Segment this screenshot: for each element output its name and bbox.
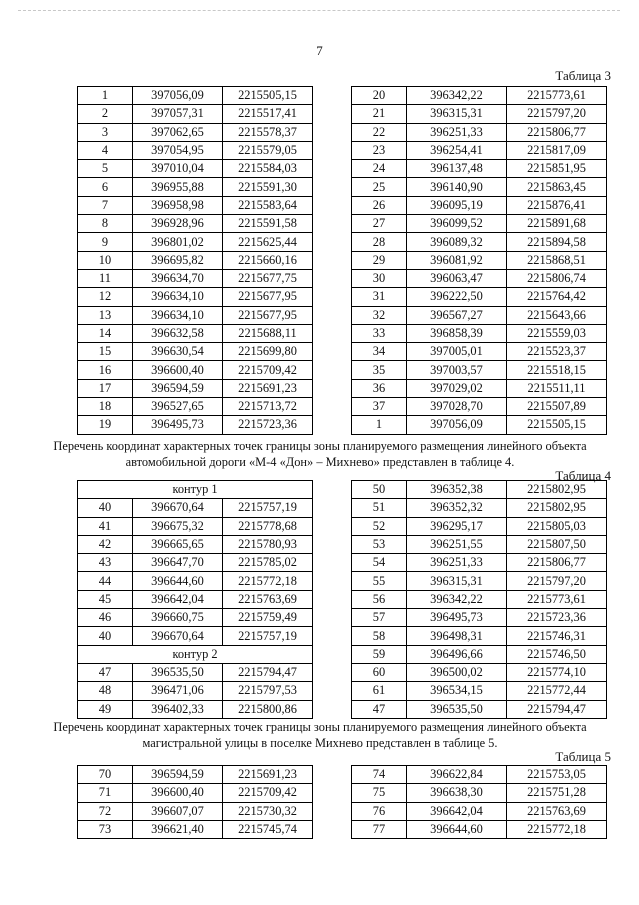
table-row xyxy=(352,663,607,681)
point-number-cell: 9 xyxy=(78,233,133,251)
y-coordinate-cell: 2215778,68 xyxy=(223,517,313,535)
x-coordinate-cell: 396495,73 xyxy=(407,609,507,627)
y-coordinate-cell: 2215688,11 xyxy=(223,324,313,342)
x-coordinate-cell: 396634,10 xyxy=(133,288,223,306)
x-coordinate-cell: 396634,70 xyxy=(133,269,223,287)
table-row xyxy=(352,160,607,178)
table-row xyxy=(352,535,607,553)
y-coordinate-cell: 2215759,49 xyxy=(223,609,313,627)
table-row xyxy=(352,499,607,517)
point-number-cell: 24 xyxy=(352,160,407,178)
y-coordinate-cell: 2215797,53 xyxy=(223,682,313,700)
table-row xyxy=(78,141,313,159)
point-number-cell: 1 xyxy=(352,416,407,434)
table-row xyxy=(352,324,607,342)
point-number-cell: 54 xyxy=(352,554,407,572)
table-row xyxy=(78,645,313,663)
table-row xyxy=(352,609,607,627)
point-number-cell: 40 xyxy=(78,499,133,517)
x-coordinate-cell: 396471,06 xyxy=(133,682,223,700)
table-row xyxy=(352,820,607,838)
table-row xyxy=(78,572,313,590)
table-row xyxy=(78,590,313,608)
table-row xyxy=(78,160,313,178)
y-coordinate-cell: 2215713,72 xyxy=(223,398,313,416)
table-row xyxy=(352,141,607,159)
x-coordinate-cell: 396099,52 xyxy=(407,215,507,233)
table-row xyxy=(352,766,607,784)
x-coordinate-cell: 396081,92 xyxy=(407,251,507,269)
table-row xyxy=(78,87,313,105)
point-number-cell: 42 xyxy=(78,535,133,553)
y-coordinate-cell: 2215591,58 xyxy=(223,215,313,233)
table-row xyxy=(352,178,607,196)
table-row xyxy=(352,398,607,416)
y-coordinate-cell: 2215699,80 xyxy=(223,343,313,361)
y-coordinate-cell: 2215578,37 xyxy=(223,123,313,141)
y-coordinate-cell: 2215894,58 xyxy=(507,233,607,251)
x-coordinate-cell: 396958,98 xyxy=(133,196,223,214)
y-coordinate-cell: 2215806,77 xyxy=(507,123,607,141)
paragraph-table-4-intro: Перечень координат характерных точек границы зоны планируемого размещения линейного объекта автомобильной дороги «М-4 «Дон» – Михнево» представлен в таблице 4. xyxy=(53,439,587,469)
table-row xyxy=(78,820,313,838)
point-number-cell: 6 xyxy=(78,178,133,196)
table-row xyxy=(352,196,607,214)
point-number-cell: 70 xyxy=(78,766,133,784)
y-coordinate-cell: 2215643,66 xyxy=(507,306,607,324)
point-number-cell: 26 xyxy=(352,196,407,214)
y-coordinate-cell: 2215677,95 xyxy=(223,306,313,324)
y-coordinate-cell: 2215757,19 xyxy=(223,499,313,517)
point-number-cell: 71 xyxy=(78,784,133,802)
point-number-cell: 51 xyxy=(352,499,407,517)
table-row xyxy=(352,517,607,535)
y-coordinate-cell: 2215730,32 xyxy=(223,802,313,820)
y-coordinate-cell: 2215805,03 xyxy=(507,517,607,535)
y-coordinate-cell: 2215723,36 xyxy=(507,609,607,627)
x-coordinate-cell: 396254,41 xyxy=(407,141,507,159)
table-row xyxy=(352,215,607,233)
point-number-cell: 36 xyxy=(352,379,407,397)
x-coordinate-cell: 396315,31 xyxy=(407,105,507,123)
point-number-cell: 48 xyxy=(78,682,133,700)
table-row xyxy=(352,343,607,361)
y-coordinate-cell: 2215677,95 xyxy=(223,288,313,306)
contour-label: контур 2 xyxy=(78,645,313,663)
x-coordinate-cell: 396295,17 xyxy=(407,517,507,535)
y-coordinate-cell: 2215806,77 xyxy=(507,554,607,572)
point-number-cell: 5 xyxy=(78,160,133,178)
y-coordinate-cell: 2215800,86 xyxy=(223,700,313,718)
y-coordinate-cell: 2215691,23 xyxy=(223,766,313,784)
point-number-cell: 27 xyxy=(352,215,407,233)
y-coordinate-cell: 2215876,41 xyxy=(507,196,607,214)
point-number-cell: 52 xyxy=(352,517,407,535)
table-3-caption: Таблица 3 xyxy=(555,68,611,83)
x-coordinate-cell: 396342,22 xyxy=(407,590,507,608)
table-row xyxy=(352,627,607,645)
point-number-cell: 55 xyxy=(352,572,407,590)
y-coordinate-cell: 2215584,03 xyxy=(223,160,313,178)
x-coordinate-cell: 396675,32 xyxy=(133,517,223,535)
x-coordinate-cell: 396500,02 xyxy=(407,663,507,681)
table-row xyxy=(352,554,607,572)
point-number-cell: 47 xyxy=(352,700,407,718)
point-number-cell: 32 xyxy=(352,306,407,324)
y-coordinate-cell: 2215797,20 xyxy=(507,572,607,590)
x-coordinate-cell: 396594,59 xyxy=(133,766,223,784)
point-number-cell: 8 xyxy=(78,215,133,233)
table-row xyxy=(78,288,313,306)
table-row xyxy=(352,288,607,306)
y-coordinate-cell: 2215817,09 xyxy=(507,141,607,159)
point-number-cell: 50 xyxy=(352,481,407,499)
y-coordinate-cell: 2215797,20 xyxy=(507,105,607,123)
table-row xyxy=(352,361,607,379)
x-coordinate-cell: 396498,31 xyxy=(407,627,507,645)
y-coordinate-cell: 2215746,50 xyxy=(507,645,607,663)
x-coordinate-cell: 396535,50 xyxy=(407,700,507,718)
table-4-caption: Таблица 4 xyxy=(555,468,611,483)
x-coordinate-cell: 396352,32 xyxy=(407,499,507,517)
y-coordinate-cell: 2215772,18 xyxy=(223,572,313,590)
contour-label: контур 1 xyxy=(78,481,313,499)
point-number-cell: 46 xyxy=(78,609,133,627)
table-row xyxy=(78,802,313,820)
x-coordinate-cell: 396140,90 xyxy=(407,178,507,196)
y-coordinate-cell: 2215723,36 xyxy=(223,416,313,434)
y-coordinate-cell: 2215773,61 xyxy=(507,590,607,608)
y-coordinate-cell: 2215507,89 xyxy=(507,398,607,416)
table-row xyxy=(352,251,607,269)
point-number-cell: 59 xyxy=(352,645,407,663)
point-number-cell: 75 xyxy=(352,784,407,802)
y-coordinate-cell: 2215802,95 xyxy=(507,481,607,499)
point-number-cell: 11 xyxy=(78,269,133,287)
point-number-cell: 21 xyxy=(352,105,407,123)
table-row xyxy=(78,269,313,287)
x-coordinate-cell: 397028,70 xyxy=(407,398,507,416)
x-coordinate-cell: 396352,38 xyxy=(407,481,507,499)
y-coordinate-cell: 2215660,16 xyxy=(223,251,313,269)
point-number-cell: 76 xyxy=(352,802,407,820)
y-coordinate-cell: 2215625,44 xyxy=(223,233,313,251)
point-number-cell: 14 xyxy=(78,324,133,342)
table-5-right xyxy=(351,765,607,839)
x-coordinate-cell: 397056,09 xyxy=(133,87,223,105)
table-3-left xyxy=(77,86,313,435)
y-coordinate-cell: 2215851,95 xyxy=(507,160,607,178)
table-row xyxy=(78,481,313,499)
y-coordinate-cell: 2215772,44 xyxy=(507,682,607,700)
x-coordinate-cell: 396607,07 xyxy=(133,802,223,820)
x-coordinate-cell: 396251,33 xyxy=(407,554,507,572)
paragraph-table-5-intro: Перечень координат характерных точек границы зоны планируемого размещения линейного объекта магистральной улицы в поселке Михнево представлен в таблице 5. xyxy=(53,720,587,750)
y-coordinate-cell: 2215518,15 xyxy=(507,361,607,379)
x-coordinate-cell: 396063,47 xyxy=(407,269,507,287)
x-coordinate-cell: 397054,95 xyxy=(133,141,223,159)
table-row xyxy=(78,215,313,233)
x-coordinate-cell: 396670,64 xyxy=(133,499,223,517)
x-coordinate-cell: 396630,54 xyxy=(133,343,223,361)
table-row xyxy=(352,784,607,802)
y-coordinate-cell: 2215523,37 xyxy=(507,343,607,361)
point-number-cell: 44 xyxy=(78,572,133,590)
y-coordinate-cell: 2215794,47 xyxy=(507,700,607,718)
x-coordinate-cell: 397062,65 xyxy=(133,123,223,141)
x-coordinate-cell: 396660,75 xyxy=(133,609,223,627)
table-3-right xyxy=(351,86,607,435)
table-row xyxy=(78,609,313,627)
table-row xyxy=(78,233,313,251)
point-number-cell: 72 xyxy=(78,802,133,820)
point-number-cell: 61 xyxy=(352,682,407,700)
y-coordinate-cell: 2215517,41 xyxy=(223,105,313,123)
table-row xyxy=(352,802,607,820)
x-coordinate-cell: 396670,64 xyxy=(133,627,223,645)
y-coordinate-cell: 2215891,68 xyxy=(507,215,607,233)
x-coordinate-cell: 396647,70 xyxy=(133,554,223,572)
x-coordinate-cell: 397010,04 xyxy=(133,160,223,178)
table-row xyxy=(78,251,313,269)
table-row xyxy=(78,766,313,784)
y-coordinate-cell: 2215559,03 xyxy=(507,324,607,342)
point-number-cell: 77 xyxy=(352,820,407,838)
y-coordinate-cell: 2215785,02 xyxy=(223,554,313,572)
x-coordinate-cell: 396495,73 xyxy=(133,416,223,434)
x-coordinate-cell: 396251,33 xyxy=(407,123,507,141)
x-coordinate-cell: 396955,88 xyxy=(133,178,223,196)
y-coordinate-cell: 2215505,15 xyxy=(223,87,313,105)
x-coordinate-cell: 396567,27 xyxy=(407,306,507,324)
point-number-cell: 12 xyxy=(78,288,133,306)
y-coordinate-cell: 2215794,47 xyxy=(223,663,313,681)
y-coordinate-cell: 2215591,30 xyxy=(223,178,313,196)
point-number-cell: 13 xyxy=(78,306,133,324)
table-row xyxy=(78,379,313,397)
table-4-left xyxy=(77,480,313,719)
table-row xyxy=(78,178,313,196)
x-coordinate-cell: 396535,50 xyxy=(133,663,223,681)
x-coordinate-cell: 396644,60 xyxy=(407,820,507,838)
y-coordinate-cell: 2215709,42 xyxy=(223,361,313,379)
x-coordinate-cell: 396695,82 xyxy=(133,251,223,269)
table-row xyxy=(352,87,607,105)
x-coordinate-cell: 397057,31 xyxy=(133,105,223,123)
point-number-cell: 49 xyxy=(78,700,133,718)
y-coordinate-cell: 2215579,05 xyxy=(223,141,313,159)
table-row xyxy=(78,105,313,123)
table-row xyxy=(78,700,313,718)
y-coordinate-cell: 2215763,69 xyxy=(507,802,607,820)
point-number-cell: 30 xyxy=(352,269,407,287)
table-5-left xyxy=(77,765,313,839)
point-number-cell: 60 xyxy=(352,663,407,681)
table-row xyxy=(352,123,607,141)
x-coordinate-cell: 396642,04 xyxy=(133,590,223,608)
x-coordinate-cell: 396858,39 xyxy=(407,324,507,342)
x-coordinate-cell: 396251,55 xyxy=(407,535,507,553)
table-row xyxy=(352,105,607,123)
point-number-cell: 73 xyxy=(78,820,133,838)
x-coordinate-cell: 396622,84 xyxy=(407,766,507,784)
x-coordinate-cell: 396534,15 xyxy=(407,682,507,700)
table-row xyxy=(352,233,607,251)
table-row xyxy=(78,784,313,802)
x-coordinate-cell: 397005,01 xyxy=(407,343,507,361)
point-number-cell: 31 xyxy=(352,288,407,306)
x-coordinate-cell: 396634,10 xyxy=(133,306,223,324)
table-row xyxy=(78,196,313,214)
table-row xyxy=(352,306,607,324)
point-number-cell: 47 xyxy=(78,663,133,681)
y-coordinate-cell: 2215868,51 xyxy=(507,251,607,269)
point-number-cell: 4 xyxy=(78,141,133,159)
table-row xyxy=(78,682,313,700)
x-coordinate-cell: 396496,66 xyxy=(407,645,507,663)
table-row xyxy=(78,398,313,416)
x-coordinate-cell: 397003,57 xyxy=(407,361,507,379)
y-coordinate-cell: 2215753,05 xyxy=(507,766,607,784)
table-row xyxy=(78,123,313,141)
scan-top-edge xyxy=(18,10,620,11)
point-number-cell: 57 xyxy=(352,609,407,627)
point-number-cell: 33 xyxy=(352,324,407,342)
point-number-cell: 20 xyxy=(352,87,407,105)
x-coordinate-cell: 396594,59 xyxy=(133,379,223,397)
y-coordinate-cell: 2215751,28 xyxy=(507,784,607,802)
point-number-cell: 18 xyxy=(78,398,133,416)
table-row xyxy=(78,535,313,553)
y-coordinate-cell: 2215691,23 xyxy=(223,379,313,397)
y-coordinate-cell: 2215764,42 xyxy=(507,288,607,306)
x-coordinate-cell: 396315,31 xyxy=(407,572,507,590)
point-number-cell: 10 xyxy=(78,251,133,269)
point-number-cell: 1 xyxy=(78,87,133,105)
point-number-cell: 28 xyxy=(352,233,407,251)
x-coordinate-cell: 397029,02 xyxy=(407,379,507,397)
table-row xyxy=(352,700,607,718)
table-row xyxy=(352,416,607,434)
point-number-cell: 41 xyxy=(78,517,133,535)
y-coordinate-cell: 2215757,19 xyxy=(223,627,313,645)
point-number-cell: 23 xyxy=(352,141,407,159)
point-number-cell: 3 xyxy=(78,123,133,141)
x-coordinate-cell: 396642,04 xyxy=(407,802,507,820)
y-coordinate-cell: 2215807,50 xyxy=(507,535,607,553)
point-number-cell: 19 xyxy=(78,416,133,434)
table-row xyxy=(78,343,313,361)
table-row xyxy=(352,269,607,287)
y-coordinate-cell: 2215745,74 xyxy=(223,820,313,838)
point-number-cell: 25 xyxy=(352,178,407,196)
table-row xyxy=(78,306,313,324)
x-coordinate-cell: 396621,40 xyxy=(133,820,223,838)
table-row xyxy=(352,682,607,700)
x-coordinate-cell: 396928,96 xyxy=(133,215,223,233)
point-number-cell: 22 xyxy=(352,123,407,141)
table-row xyxy=(78,627,313,645)
point-number-cell: 7 xyxy=(78,196,133,214)
point-number-cell: 37 xyxy=(352,398,407,416)
x-coordinate-cell: 396600,40 xyxy=(133,361,223,379)
point-number-cell: 34 xyxy=(352,343,407,361)
table-row xyxy=(352,590,607,608)
x-coordinate-cell: 396632,58 xyxy=(133,324,223,342)
x-coordinate-cell: 396665,65 xyxy=(133,535,223,553)
table-row xyxy=(352,572,607,590)
x-coordinate-cell: 396342,22 xyxy=(407,87,507,105)
x-coordinate-cell: 396095,19 xyxy=(407,196,507,214)
y-coordinate-cell: 2215773,61 xyxy=(507,87,607,105)
table-row xyxy=(352,379,607,397)
y-coordinate-cell: 2215806,74 xyxy=(507,269,607,287)
x-coordinate-cell: 396137,48 xyxy=(407,160,507,178)
y-coordinate-cell: 2215802,95 xyxy=(507,499,607,517)
x-coordinate-cell: 396527,65 xyxy=(133,398,223,416)
y-coordinate-cell: 2215746,31 xyxy=(507,627,607,645)
point-number-cell: 17 xyxy=(78,379,133,397)
y-coordinate-cell: 2215583,64 xyxy=(223,196,313,214)
table-row xyxy=(78,517,313,535)
point-number-cell: 45 xyxy=(78,590,133,608)
point-number-cell: 40 xyxy=(78,627,133,645)
y-coordinate-cell: 2215505,15 xyxy=(507,416,607,434)
page-number: 7 xyxy=(316,43,323,58)
table-row xyxy=(78,324,313,342)
table-row xyxy=(78,416,313,434)
y-coordinate-cell: 2215511,11 xyxy=(507,379,607,397)
y-coordinate-cell: 2215780,93 xyxy=(223,535,313,553)
y-coordinate-cell: 2215772,18 xyxy=(507,820,607,838)
table-4-right xyxy=(351,480,607,719)
x-coordinate-cell: 396402,33 xyxy=(133,700,223,718)
table-row xyxy=(78,554,313,572)
point-number-cell: 15 xyxy=(78,343,133,361)
point-number-cell: 58 xyxy=(352,627,407,645)
point-number-cell: 2 xyxy=(78,105,133,123)
y-coordinate-cell: 2215774,10 xyxy=(507,663,607,681)
table-row xyxy=(352,481,607,499)
table-row xyxy=(78,663,313,681)
x-coordinate-cell: 397056,09 xyxy=(407,416,507,434)
point-number-cell: 43 xyxy=(78,554,133,572)
x-coordinate-cell: 396644,60 xyxy=(133,572,223,590)
table-row xyxy=(78,361,313,379)
point-number-cell: 16 xyxy=(78,361,133,379)
point-number-cell: 53 xyxy=(352,535,407,553)
x-coordinate-cell: 396222,50 xyxy=(407,288,507,306)
x-coordinate-cell: 396600,40 xyxy=(133,784,223,802)
table-row xyxy=(352,645,607,663)
x-coordinate-cell: 396801,02 xyxy=(133,233,223,251)
x-coordinate-cell: 396089,32 xyxy=(407,233,507,251)
point-number-cell: 29 xyxy=(352,251,407,269)
point-number-cell: 35 xyxy=(352,361,407,379)
y-coordinate-cell: 2215709,42 xyxy=(223,784,313,802)
point-number-cell: 56 xyxy=(352,590,407,608)
y-coordinate-cell: 2215677,75 xyxy=(223,269,313,287)
point-number-cell: 74 xyxy=(352,766,407,784)
table-5-caption: Таблица 5 xyxy=(555,749,611,764)
table-row xyxy=(78,499,313,517)
y-coordinate-cell: 2215763,69 xyxy=(223,590,313,608)
y-coordinate-cell: 2215863,45 xyxy=(507,178,607,196)
x-coordinate-cell: 396638,30 xyxy=(407,784,507,802)
